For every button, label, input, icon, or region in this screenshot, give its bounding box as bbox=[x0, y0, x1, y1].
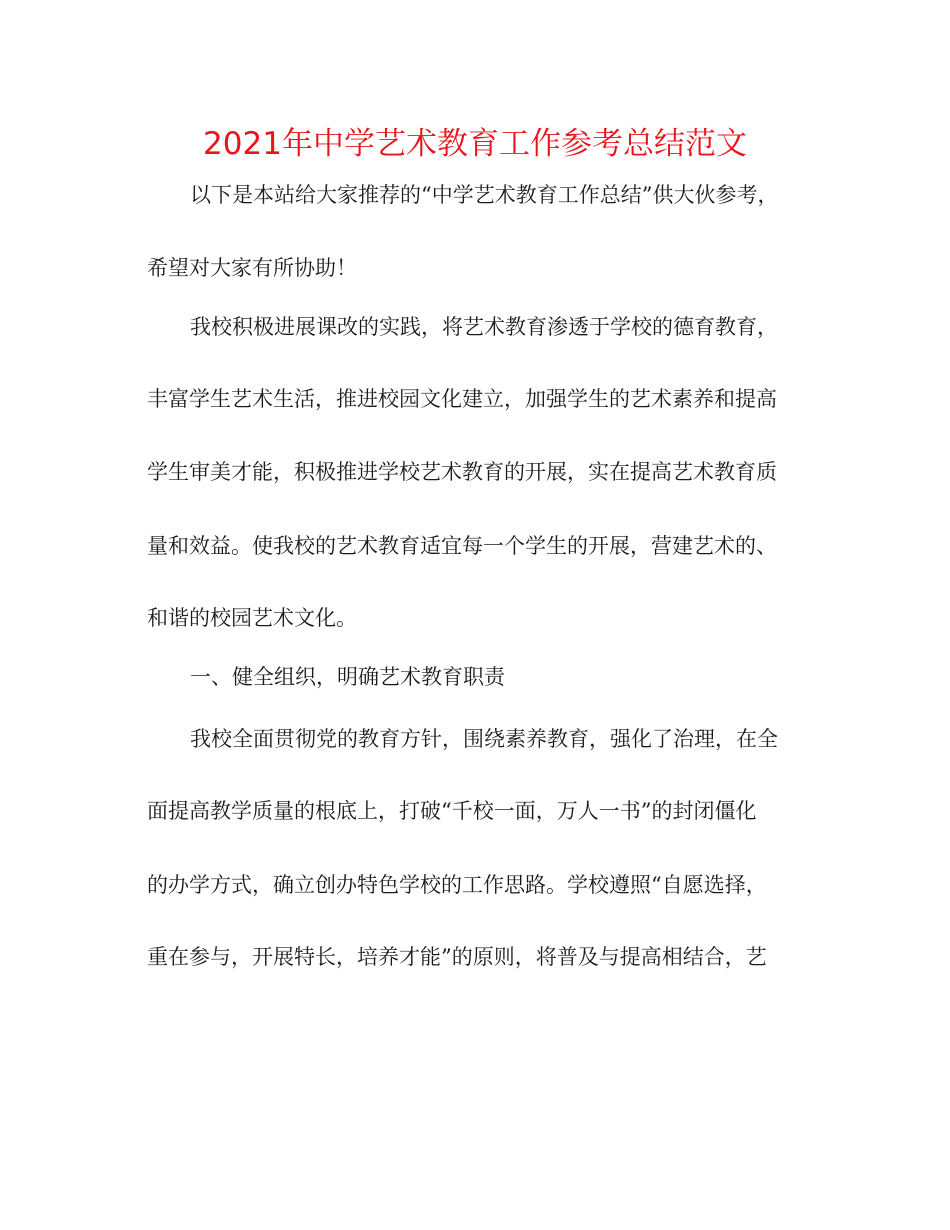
paragraph-line: 面提高教学质量的根底上，打破“千校一面，万人一书”的封闭僵化 bbox=[147, 799, 757, 823]
paragraph-line: 我校全面贯彻党的教育方针，围绕素养教育，强化了治理，在全 bbox=[190, 727, 778, 751]
paragraph-line: 和谐的校园艺术文化。 bbox=[147, 606, 357, 630]
paragraph-line: 的办学方式，确立创办特色学校的工作思路。学校遵照“自愿选择， bbox=[147, 873, 767, 897]
document-title: 2021年中学艺术教育工作参考总结范文 bbox=[203, 126, 747, 162]
paragraph-line: 希望对大家有所协助！ bbox=[147, 256, 357, 280]
paragraph-line: 丰富学生艺术生活，推进校园文化建立，加强学生的艺术素养和提高 bbox=[147, 387, 777, 411]
paragraph-line: 我校积极进展课改的实践，将艺术教育渗透于学校的德育教育， bbox=[190, 315, 778, 339]
paragraph-line: 学生审美才能，积极推进学校艺术教育的开展，实在提高艺术教育质 bbox=[147, 460, 777, 484]
section-heading: 一、健全组织，明确艺术教育职责 bbox=[190, 665, 505, 689]
paragraph-line: 量和效益。使我校的艺术教育适宜每一个学生的开展，营建艺术的、 bbox=[147, 534, 777, 558]
paragraph-line: 以下是本站给大家推荐的“中学艺术教育工作总结”供大伙参考， bbox=[190, 183, 779, 207]
paragraph-line: 重在参与，开展特长，培养才能”的原则，将普及与提高相结合，艺 bbox=[147, 945, 767, 969]
